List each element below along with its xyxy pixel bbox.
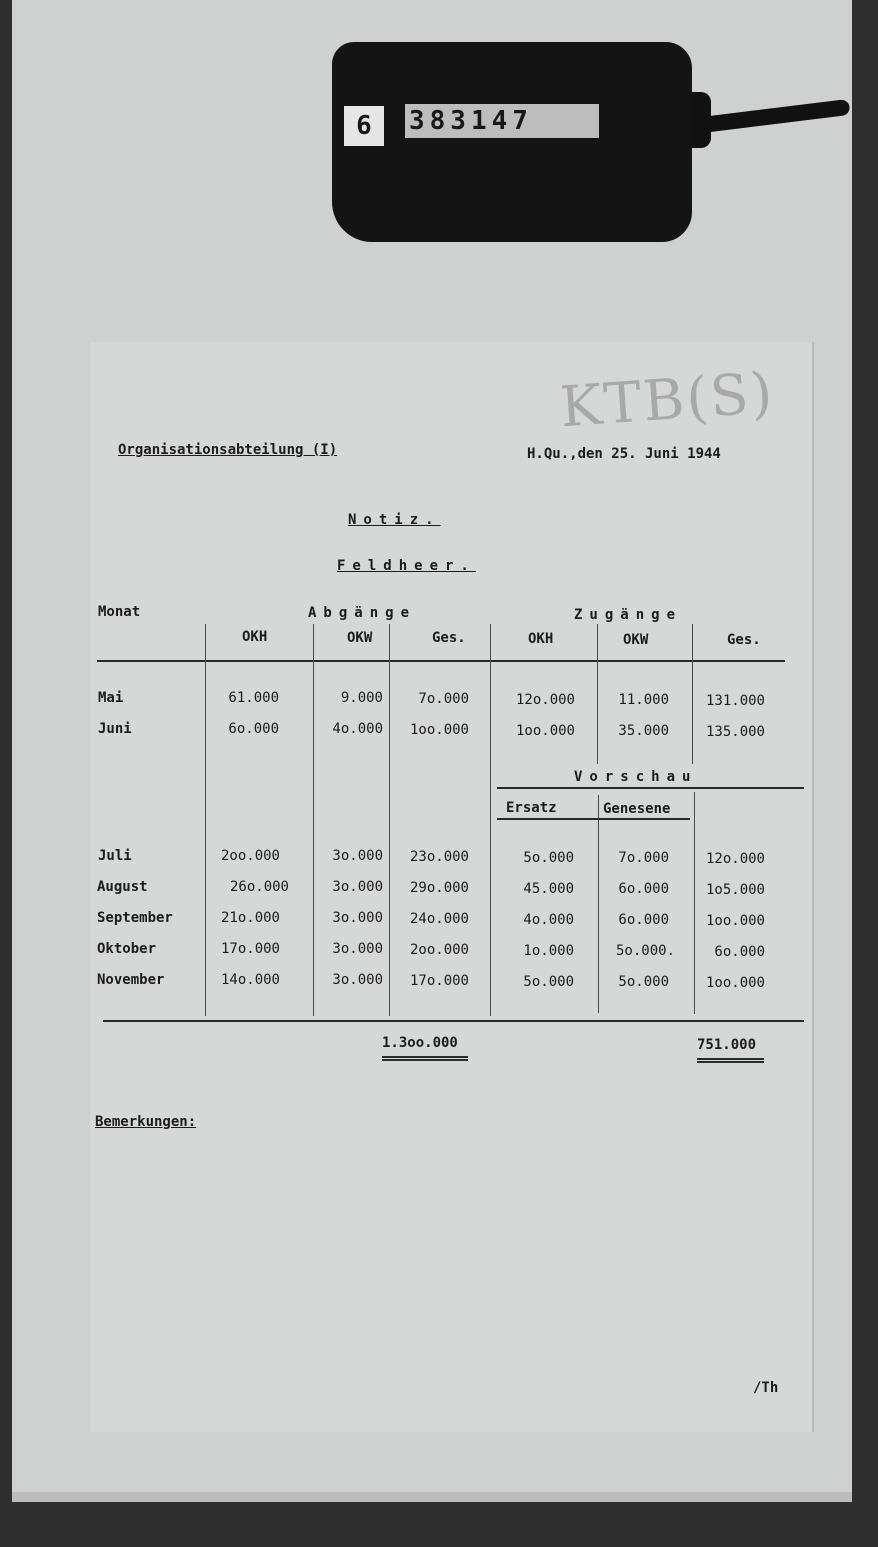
column-header-abg-ges: Ges. [432, 630, 466, 646]
table-cell: 14o.000 [220, 972, 280, 988]
document-title: Notiz. [348, 512, 441, 528]
column-header-ersatz: Ersatz [506, 800, 557, 816]
table-cell: 1oo.000 [409, 722, 469, 738]
table-cell: 5o.000 [618, 974, 669, 990]
table-cell: 1o.000 [523, 943, 574, 959]
table-cell: 45.000 [523, 881, 574, 897]
total-double-underline [697, 1058, 764, 1063]
table-cell: 6o.000 [714, 944, 765, 960]
table-cell: 6o.000 [618, 912, 669, 928]
table-cell: 2oo.000 [220, 848, 280, 864]
table-cell: 24o.000 [409, 911, 469, 927]
table-cell: 4o.000 [523, 912, 574, 928]
vorschau-heading: Vorschau [574, 769, 698, 785]
table-cell: 7o.000 [618, 850, 669, 866]
group-header-abgaenge: Abgänge [308, 605, 417, 621]
column-header-zug-okw: OKW [623, 632, 649, 648]
table-cell: 9.000 [340, 690, 383, 706]
table-cell: 1oo.000 [705, 913, 765, 929]
remarks-label: Bemerkungen: [95, 1114, 197, 1130]
table-cell: 6o.000 [618, 881, 669, 897]
column-rule [313, 624, 314, 1016]
group-header-zugaenge: Zugänge [574, 607, 683, 623]
table-cell: 12o.000 [705, 851, 765, 867]
department-heading: Organisationsabteilung (I) [118, 442, 338, 458]
counter-frame-number: 383147 [405, 104, 599, 138]
counter-reel-number: 6 [344, 106, 384, 146]
table-cell: 4o.000 [332, 721, 383, 737]
table-cell: 5o.000. [615, 943, 675, 959]
frame-edge [12, 1492, 852, 1502]
row-month: September [97, 910, 173, 926]
table-cell: 3o.000 [332, 848, 383, 864]
table-cell: 21o.000 [220, 910, 280, 926]
table-cell: 135.000 [705, 724, 765, 740]
column-header-genesene: Genesene [603, 801, 671, 817]
column-header-abg-okh: OKH [242, 629, 268, 645]
table-cell: 17o.000 [409, 973, 469, 989]
table-cell: 35.000 [618, 723, 669, 739]
table-cell: 2oo.000 [409, 942, 469, 958]
table-cell: 5o.000 [523, 974, 574, 990]
table-cell: 1o5.000 [705, 882, 765, 898]
total-abgaenge: 1.3oo.000 [382, 1035, 458, 1051]
table-cell: 131.000 [705, 693, 765, 709]
column-header-zug-okh: OKH [528, 631, 554, 647]
table-cell: 61.000 [228, 690, 279, 706]
table-cell: 11.000 [618, 692, 669, 708]
row-month: November [97, 972, 165, 988]
table-cell: 3o.000 [332, 910, 383, 926]
row-month: Oktober [97, 941, 157, 957]
row-month: August [97, 879, 148, 895]
vorschau-sub-rule [497, 818, 690, 820]
table-cell: 23o.000 [409, 849, 469, 865]
table-cell: 29o.000 [409, 880, 469, 896]
row-month: Mai [98, 690, 124, 706]
table-cell: 5o.000 [523, 850, 574, 866]
header-rule [97, 660, 785, 662]
table-cell: 26o.000 [229, 879, 289, 895]
typist-initials: /Th [753, 1380, 779, 1396]
table-cell: 1oo.000 [705, 975, 765, 991]
total-double-underline [382, 1056, 468, 1061]
frame-counter [332, 42, 692, 242]
table-cell: 12o.000 [515, 692, 575, 708]
column-rule [205, 624, 206, 1016]
table-cell: 1oo.000 [515, 723, 575, 739]
row-month: Juli [98, 848, 132, 864]
table-cell: 17o.000 [220, 941, 280, 957]
place-date: H.Qu.,den 25. Juni 1944 [527, 446, 721, 462]
table-cell: 3o.000 [332, 972, 383, 988]
table-cell: 7o.000 [418, 691, 469, 707]
column-header-monat: Monat [98, 604, 141, 620]
total-zugaenge: 751.000 [697, 1037, 757, 1053]
table-cell: 3o.000 [332, 941, 383, 957]
vorschau-rule [497, 787, 804, 789]
pencil-annotation: KTB(S) [557, 360, 777, 441]
table-cell: 6o.000 [228, 721, 279, 737]
column-header-abg-okw: OKW [347, 630, 373, 646]
table-cell: 3o.000 [332, 879, 383, 895]
totals-rule [103, 1020, 804, 1022]
document-subtitle: Feldheer. [337, 558, 476, 574]
column-header-zug-ges: Ges. [727, 632, 761, 648]
row-month: Juni [98, 721, 132, 737]
